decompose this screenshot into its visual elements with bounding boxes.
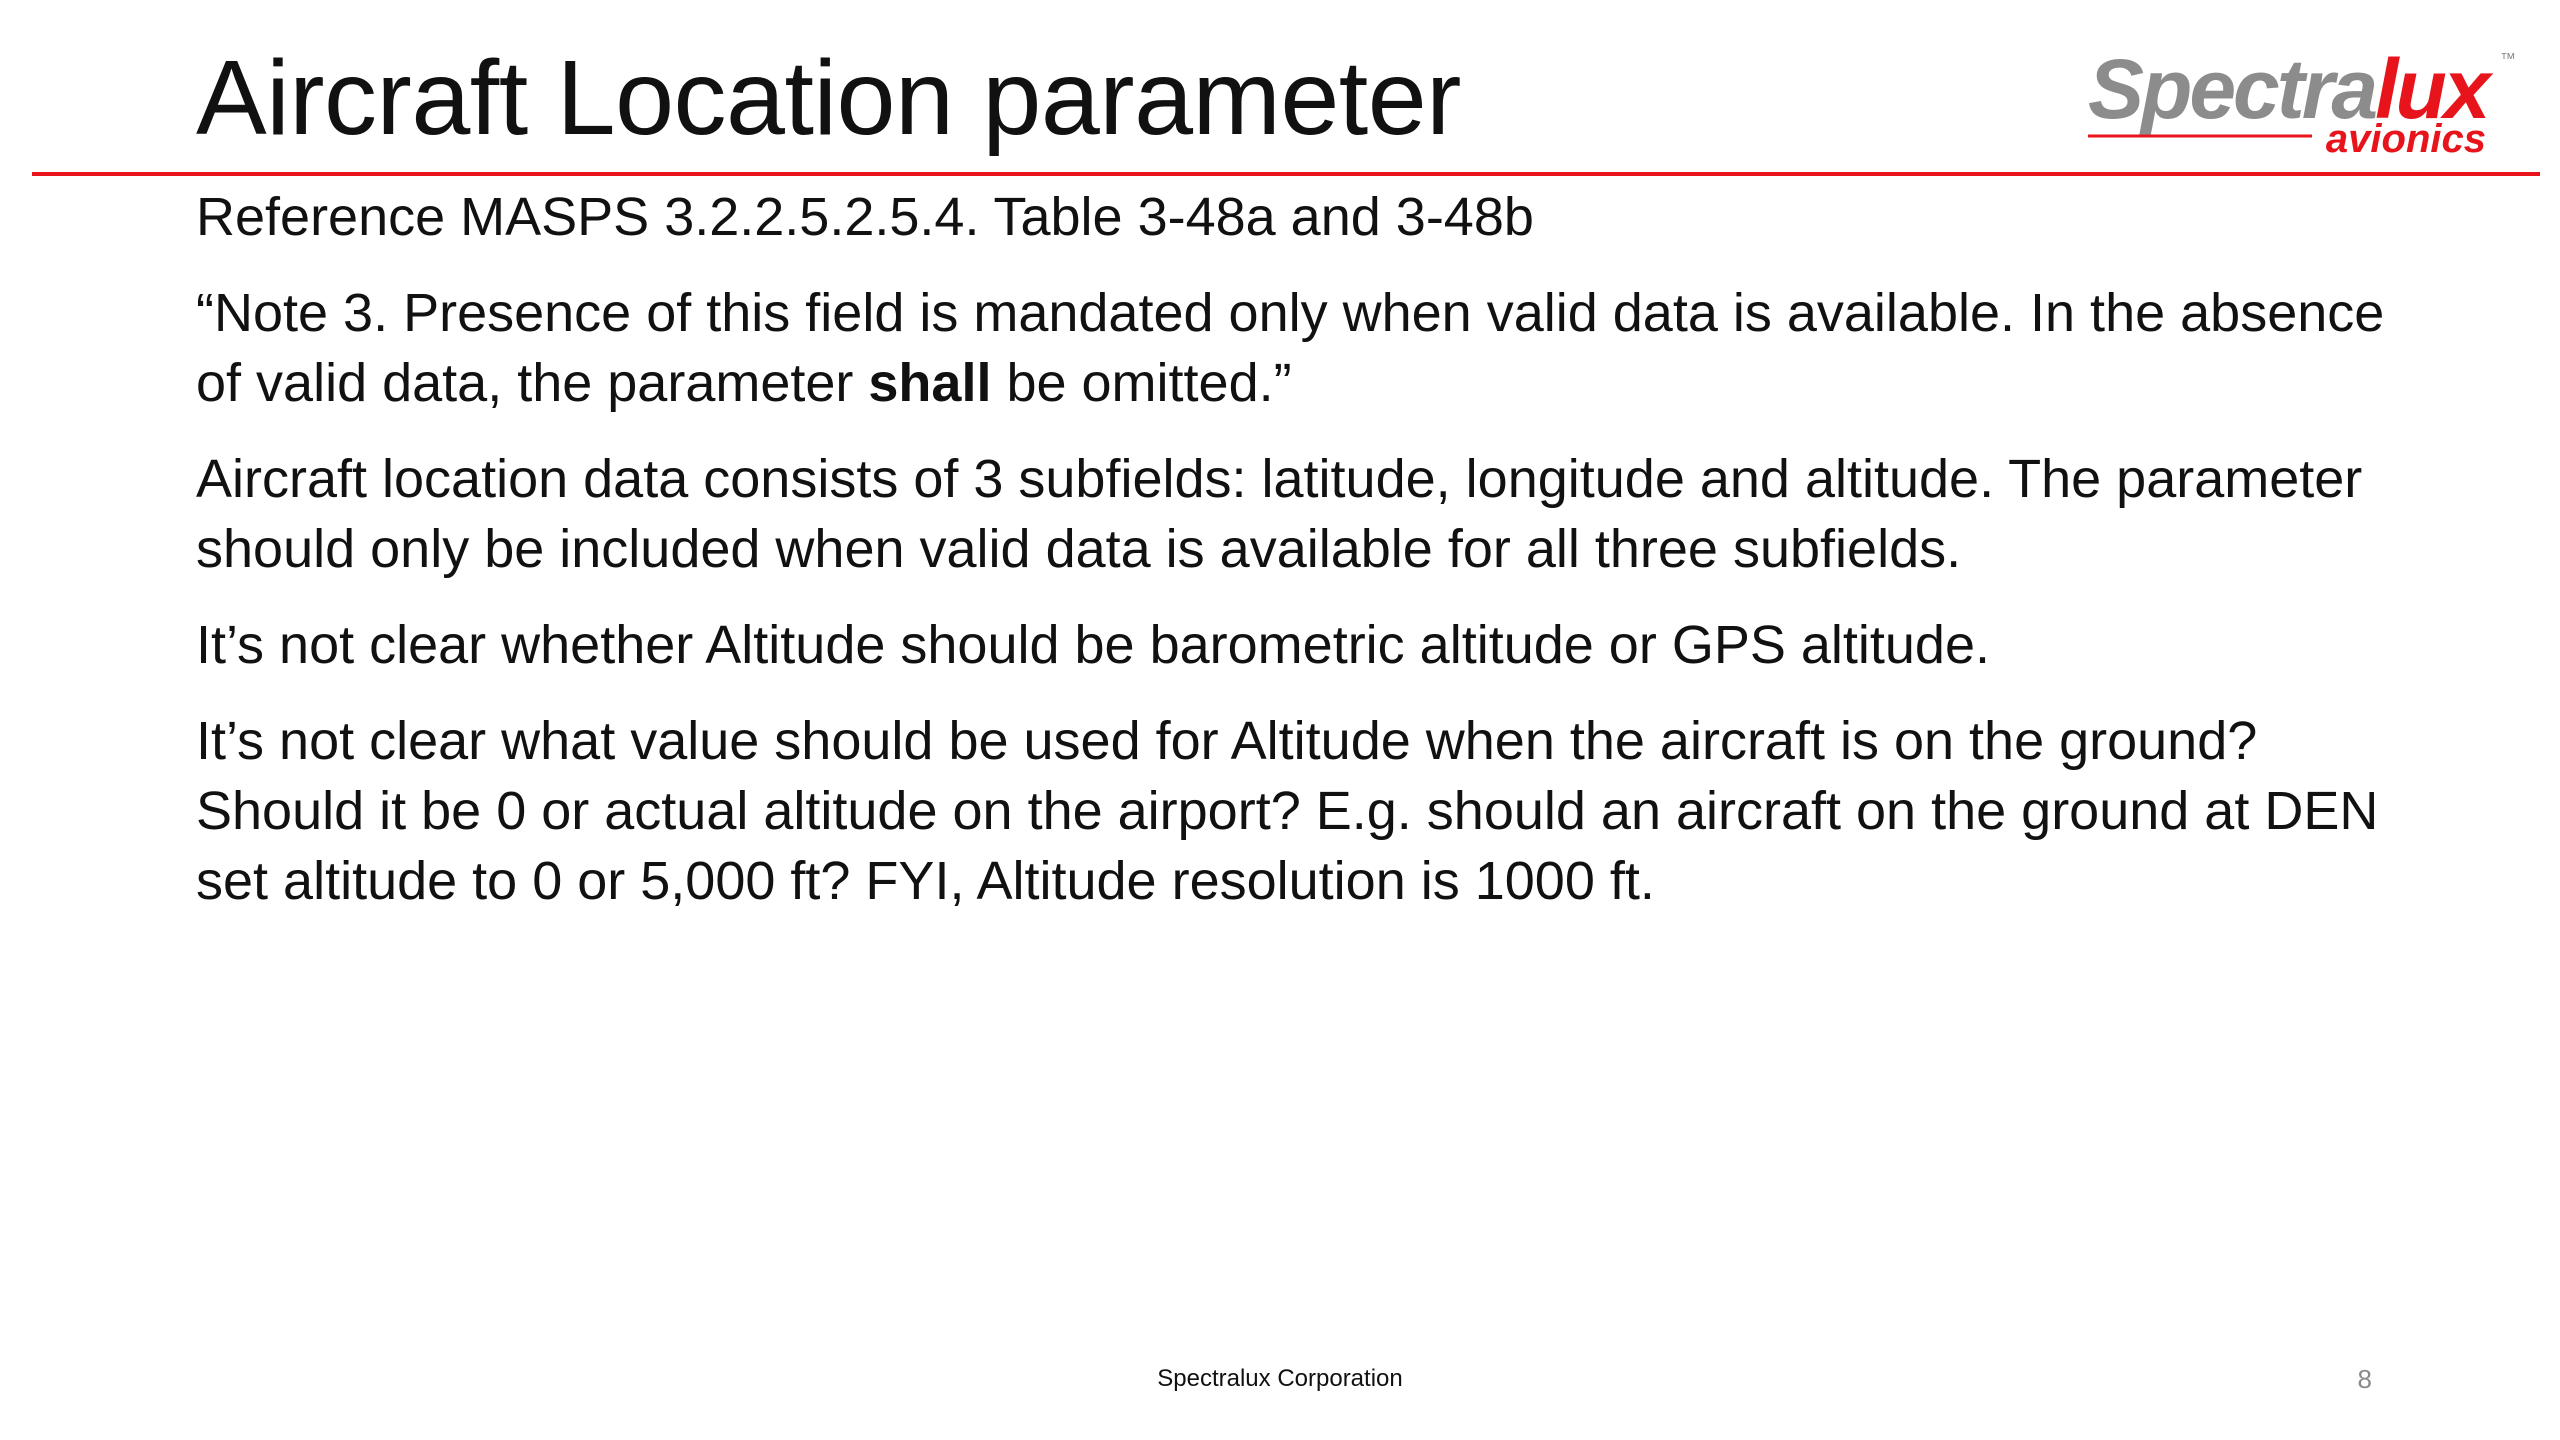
title-divider xyxy=(32,172,2540,176)
slide-title: Aircraft Location parameter xyxy=(196,39,1461,157)
footer-company: Spectralux Corporation xyxy=(1157,1365,1403,1392)
note-text-start: “Note 3. Presence of this field is mandated only when valid data is available. In the absence of valid data, the parameter xyxy=(196,283,2385,413)
note-text-bold: shall xyxy=(868,353,992,413)
logo-tagline: avionics xyxy=(2325,117,2486,161)
note-paragraph xyxy=(196,278,2416,418)
spectralux-logo xyxy=(2084,40,2524,170)
subfields-paragraph: Aircraft location data consists of 3 subfields: latitude, longitude and altitude. The parameter should only be included when valid data is available for all three subfields. xyxy=(196,449,2363,579)
note-text-end: be omitted.” xyxy=(991,353,1292,413)
spectralux-logo-icon xyxy=(2084,40,2524,170)
slide-body xyxy=(196,182,2416,942)
page-number: 8 xyxy=(2357,1364,2372,1394)
logo-trademark: ™ xyxy=(2500,51,2516,68)
logo-brand-bold: lux xyxy=(2375,42,2488,136)
altitude-source-paragraph: It’s not clear whether Altitude should be barometric altitude or GPS altitude. xyxy=(196,615,1990,675)
logo-brand-light: Spectra xyxy=(2088,42,2376,136)
ground-altitude-paragraph: It’s not clear what value should be used for Altitude when the aircraft is on the ground? Should it be 0 or actual altitude on the airport? E.g. should an aircraft on the ground at DEN set altitude to 0 or 5,000 ft? FYI, Altitude resolution is 1000 ft. xyxy=(196,711,2379,911)
reference-paragraph: Reference MASPS 3.2.2.5.2.5.4. Table 3-48a and 3-48b xyxy=(196,187,1534,247)
